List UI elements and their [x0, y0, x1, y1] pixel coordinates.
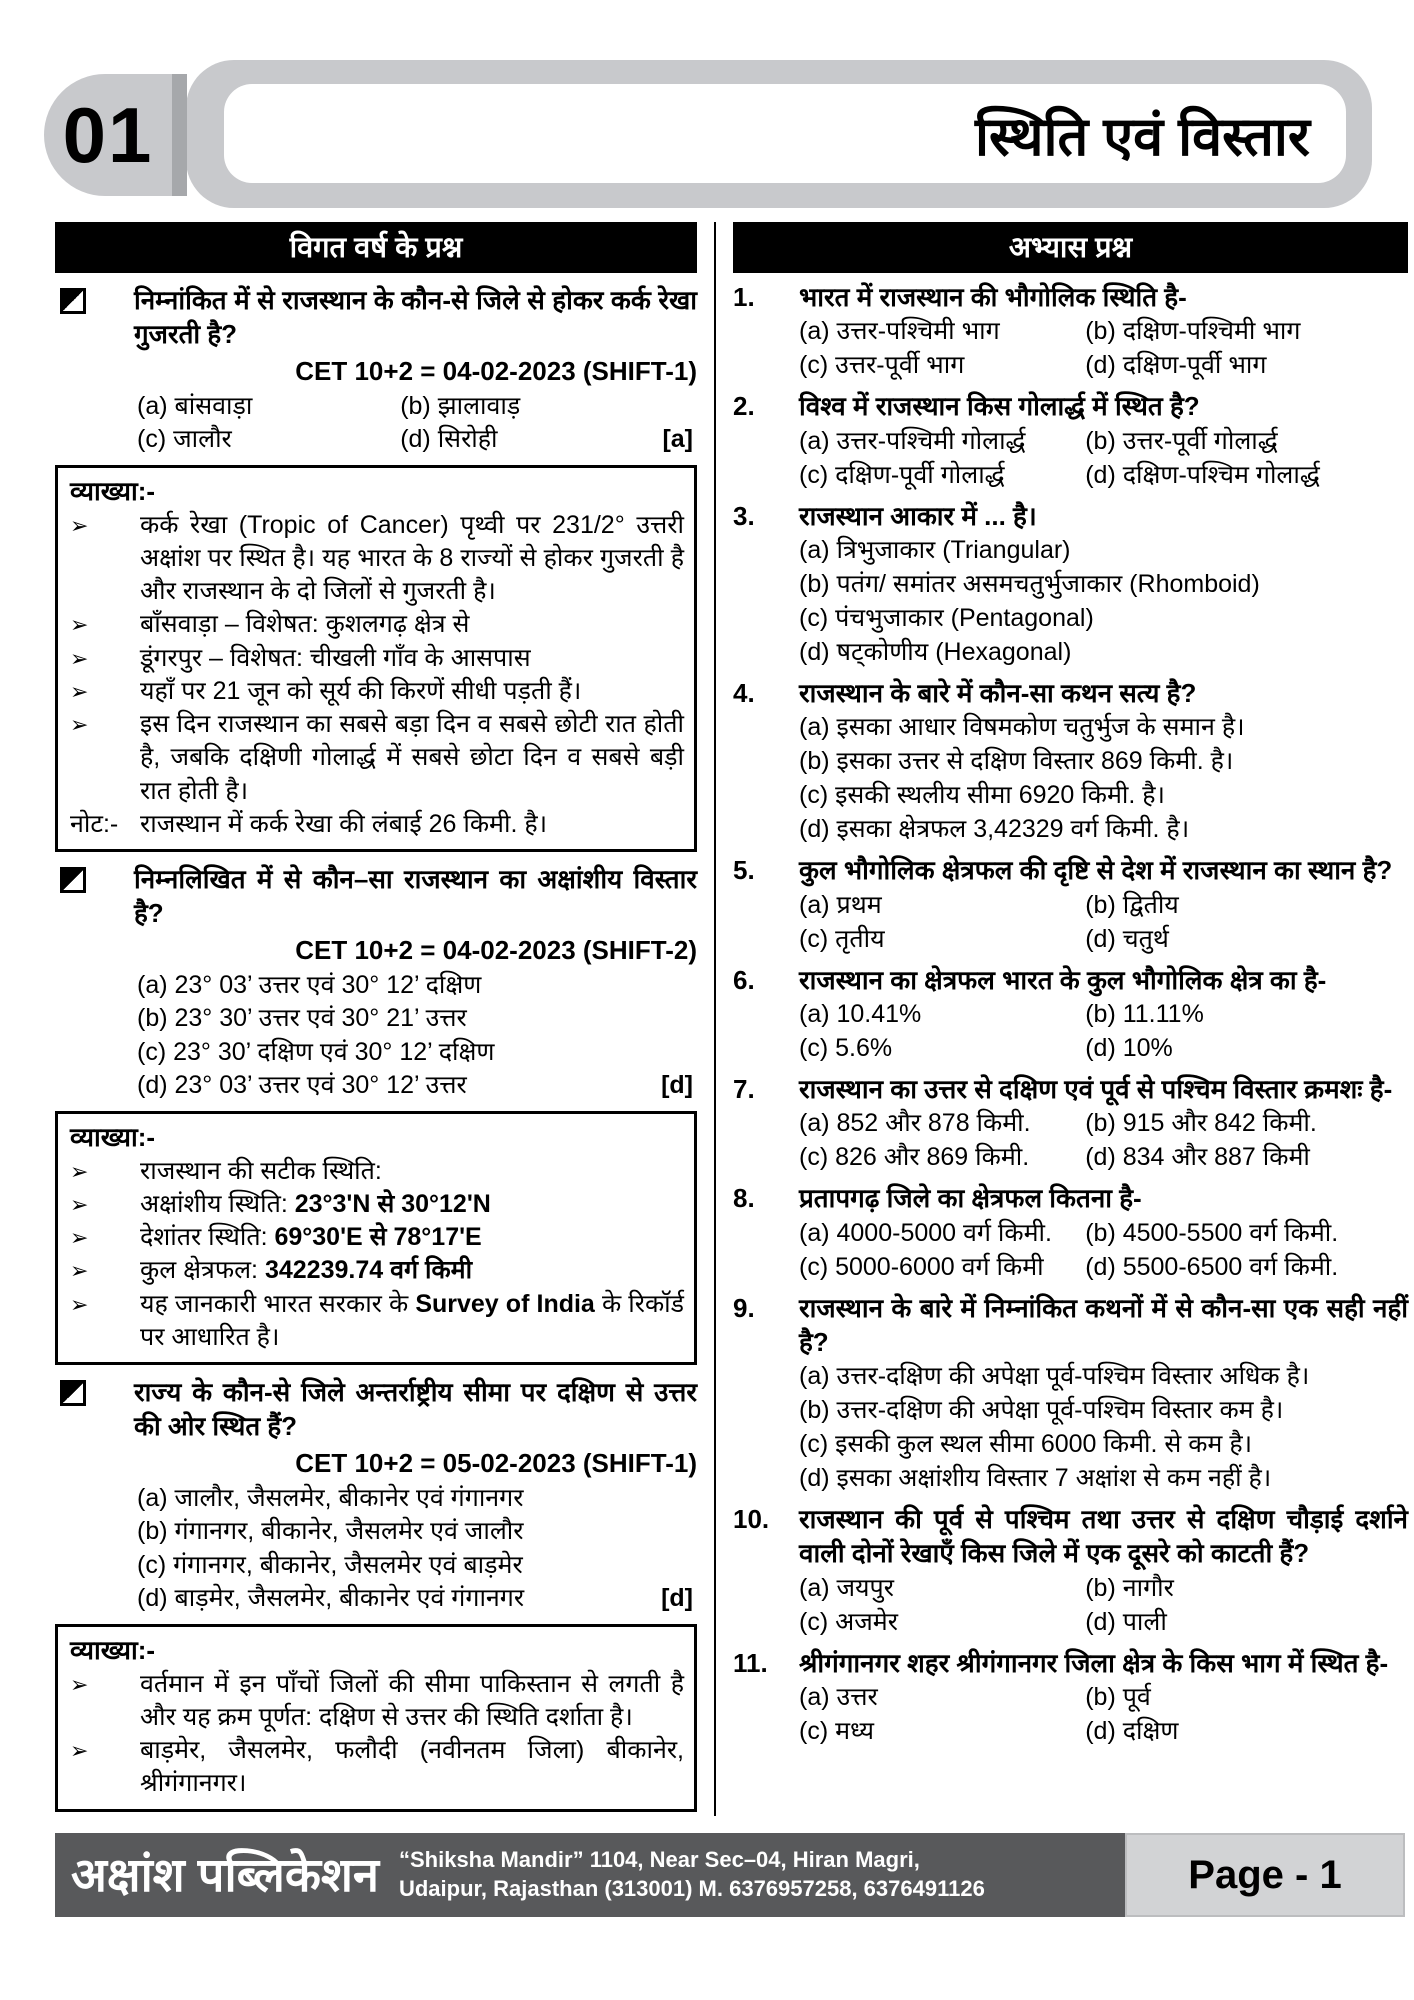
option-c: (c) 5000-6000 वर्ग किमी — [799, 1252, 1044, 1281]
option-a: (a) 23° 03’ उत्तर एवं 30° 12’ दक्षिण — [137, 970, 482, 999]
explanation-point: बाड़मेर, जैसलमेर, फलौदी (नवीनतम जिला) बीकानेर, श्रीगंगानगर। — [140, 1736, 684, 1798]
point-bold-value: 23°3'N से 30°12'N — [294, 1189, 491, 1218]
option-d: (d) सिरोही — [400, 425, 498, 454]
note-text: राजस्थान में कर्क रेखा की लंबाई 26 किमी. है। — [140, 809, 548, 838]
question-bullet-icon — [60, 288, 86, 314]
option-a: (a) इसका आधार विषमकोण चतुर्भुज के समान है। — [799, 713, 1245, 742]
explanation-title: व्याख्या:- — [70, 475, 156, 506]
two-column-body — [55, 222, 1408, 1816]
option-d: (d) दक्षिण — [1085, 1717, 1179, 1746]
arrow-bullet-icon: ➢ — [70, 712, 89, 738]
option-d: (d) 23° 03’ उत्तर एवं 30° 12’ उत्तर — [137, 1071, 467, 1100]
option-d: (d) दक्षिण-पूर्वी भाग — [1085, 351, 1267, 380]
question-text: भारत में राजस्थान की भौगोलिक स्थिति है- — [799, 282, 1187, 312]
practice-banner: अभ्यास प्रश्न — [733, 222, 1408, 273]
arrow-bullet-icon: ➢ — [70, 1225, 89, 1251]
option-a: (a) जयपुर — [799, 1573, 894, 1602]
option-c: (c) 826 और 869 किमी. — [799, 1143, 1030, 1172]
option-a: (a) उत्तर-पश्चिमी गोलार्द्ध — [799, 426, 1026, 455]
option-a: (a) प्रथम — [799, 890, 882, 919]
explanation-box-1 — [55, 465, 697, 852]
question-bullet-icon — [60, 867, 86, 893]
chapter-title: स्थिति एवं विस्तार — [224, 84, 1346, 183]
answer-key: [d] — [661, 1071, 693, 1100]
explanation-point — [140, 1188, 684, 1221]
practice-question-10 — [733, 1502, 1408, 1639]
address-line-1: “Shiksha Mandir” 1104, Near Sec–04, Hiran Magri, — [398, 1847, 920, 1873]
option-c: (c) तृतीय — [799, 924, 885, 953]
option-b: (b) उत्तर-दक्षिण की अपेक्षा पूर्व-पश्चिम विस्तार कम है। — [799, 1396, 1284, 1425]
header-accent-strip — [172, 74, 187, 196]
question-text: विश्व में राजस्थान किस गोलार्द्ध में स्थित है? — [799, 391, 1200, 422]
option-c: (c) गंगानगर, बीकानेर, जैसलमेर एवं बाड़मेर — [137, 1550, 523, 1579]
arrow-bullet-icon: ➢ — [70, 612, 89, 638]
option-b: (b) झालावाड़ — [400, 391, 521, 420]
pyq-question-2 — [55, 862, 697, 1103]
pyq-banner: विगत वर्ष के प्रश्न — [55, 222, 697, 273]
pyq-question-3 — [55, 1375, 697, 1616]
option-b: (b) 23° 30’ उत्तर एवं 30° 21’ उत्तर — [137, 1004, 467, 1033]
question-number: 7. — [733, 1073, 755, 1104]
option-b: (b) उत्तर-पूर्वी गोलार्द्ध — [1085, 426, 1278, 455]
question-text: राजस्थान की पूर्व से पश्चिम तथा उत्तर से दक्षिण चौड़ाई दर्शाने वाली दोनों रेखाएँ किस जिले में एक दूसरे को काटती हैं? — [799, 1504, 1408, 1569]
note-label: नोट:- — [70, 809, 119, 838]
question-number: 1. — [733, 282, 755, 312]
explanation-point — [140, 1221, 684, 1254]
point-plain: के रिकॉर्ड पर आधारित है। — [140, 1289, 684, 1351]
explanation-box-3 — [55, 1624, 697, 1812]
option-b: (b) द्वितीय — [1085, 890, 1179, 919]
option-c: (c) उत्तर-पूर्वी भाग — [799, 351, 965, 380]
question-text: राजस्थान के बारे में कौन-सा कथन सत्य है? — [799, 677, 1197, 708]
explanation-title: व्याख्या:- — [70, 1121, 156, 1152]
option-d: (d) इसका क्षेत्रफल 3,42329 वर्ग किमी. है। — [799, 815, 1190, 844]
option-d: (d) पाली — [1085, 1607, 1167, 1636]
arrow-bullet-icon: ➢ — [70, 1258, 89, 1284]
practice-column — [733, 222, 1408, 1816]
option-a: (a) 4000-5000 वर्ग किमी. — [799, 1218, 1052, 1247]
question-number: 3. — [733, 500, 755, 531]
exam-tag: CET 10+2 = 04-02-2023 (SHIFT-1) — [295, 355, 697, 386]
question-text: राजस्थान के बारे में निम्नांकित कथनों में से कौन-सा एक सही नहीं है? — [799, 1292, 1408, 1357]
question-text: निम्नलिखित में से कौन–सा राजस्थान का अक्षांशीय विस्तार है? — [134, 864, 697, 929]
point-bold-value: 342239.74 वर्ग किमी — [264, 1256, 473, 1285]
question-number: 11. — [733, 1647, 768, 1678]
practice-question-5 — [733, 853, 1408, 955]
practice-question-8 — [733, 1181, 1408, 1283]
option-a: (a) जालौर, जैसलमेर, बीकानेर एवं गंगानगर — [137, 1483, 524, 1512]
arrow-bullet-icon: ➢ — [70, 1291, 89, 1317]
explanation-point: इस दिन राजस्थान का सबसे बड़ा दिन व सबसे छोटी रात होती है, जबकि दक्षिणी गोलार्द्ध में सबसे छोटा दिन व सबसे बड़ी रात होती है। — [140, 710, 684, 805]
option-b: (b) पतंग/ समांतर असमचतुर्भुजाकार (Rhomboid) — [799, 569, 1260, 598]
arrow-bullet-icon: ➢ — [70, 1738, 89, 1764]
chapter-number-badge: 01 — [44, 74, 172, 196]
publisher-footer — [55, 1833, 1405, 1917]
option-d: (d) षट्कोणीय (Hexagonal) — [799, 637, 1072, 666]
option-c: (c) दक्षिण-पूर्वी गोलार्द्ध — [799, 460, 1005, 489]
question-text: राजस्थान आकार में ... है। — [799, 500, 1037, 531]
question-number: 4. — [733, 677, 755, 708]
option-d: (d) 10% — [1085, 1033, 1173, 1062]
option-d: (d) इसका अक्षांशीय विस्तार 7 अक्षांश से कम नहीं है। — [799, 1464, 1272, 1493]
practice-question-2 — [733, 389, 1408, 491]
option-b: (b) गंगानगर, बीकानेर, जैसलमेर एवं जालौर — [137, 1517, 524, 1546]
explanation-point — [140, 1254, 684, 1287]
exam-tag: CET 10+2 = 05-02-2023 (SHIFT-1) — [295, 1447, 697, 1478]
question-number: 5. — [733, 855, 755, 886]
question-text: राजस्थान का उत्तर से दक्षिण एवं पूर्व से पश्चिम विस्तार क्रमशः है- — [799, 1073, 1393, 1104]
explanation-title: व्याख्या:- — [70, 1634, 156, 1665]
option-c: (c) 23° 30’ दक्षिण एवं 30° 12’ दक्षिण — [137, 1037, 495, 1066]
question-text: प्रतापगढ़ जिले का क्षेत्रफल कितना है- — [799, 1183, 1142, 1214]
question-text: राजस्थान का क्षेत्रफल भारत के कुल भौगोलिक क्षेत्र का है- — [799, 964, 1327, 995]
point-plain: देशांतर स्थिति: — [140, 1223, 275, 1252]
option-a: (a) त्रिभुजाकार (Triangular) — [799, 535, 1071, 564]
question-number: 2. — [733, 391, 755, 422]
option-d: (d) चतुर्थ — [1085, 924, 1169, 953]
column-divider — [714, 222, 716, 1816]
practice-question-7 — [733, 1072, 1408, 1174]
question-number: 10. — [733, 1504, 770, 1535]
option-d: (d) बाड़मेर, जैसलमेर, बीकानेर एवं गंगानगर — [137, 1584, 525, 1613]
explanation-point: बाँसवाड़ा – विशेषत: कुशलगढ़ क्षेत्र से — [140, 610, 470, 639]
arrow-bullet-icon: ➢ — [70, 512, 89, 538]
explanation-point: कर्क रेखा (Tropic of Cancer) पृथ्वी पर 231/2° उत्तरी अक्षांश पर स्थित है। यह भारत के 8 राज्यों से होकर गुजरती है और राजस्थान के दो जिलों से गुजरती है। — [140, 510, 684, 606]
point-plain: कुल क्षेत्रफल: — [140, 1256, 265, 1285]
practice-question-9 — [733, 1291, 1408, 1496]
option-a: (a) 10.41% — [799, 999, 922, 1028]
option-d: (d) 834 और 887 किमी — [1085, 1143, 1310, 1172]
explanation-box-2 — [55, 1111, 697, 1365]
question-number: 9. — [733, 1292, 755, 1323]
question-text: राज्य के कौन-से जिले अन्तर्राष्ट्रीय सीमा पर दक्षिण से उत्तर की ओर स्थित हैं? — [134, 1377, 697, 1442]
option-b: (b) 11.11% — [1085, 999, 1204, 1028]
explanation-point — [140, 1288, 684, 1355]
arrow-bullet-icon: ➢ — [70, 645, 89, 671]
point-plain: यह जानकारी भारत सरकार के — [140, 1289, 416, 1318]
option-a: (a) उत्तर-पश्चिमी भाग — [799, 317, 1000, 346]
option-c: (c) मध्य — [799, 1717, 874, 1746]
practice-question-3 — [733, 499, 1408, 669]
option-a: (a) 852 और 878 किमी. — [799, 1109, 1031, 1138]
option-c: (c) अजमेर — [799, 1607, 898, 1636]
option-b: (b) 915 और 842 किमी. — [1085, 1109, 1317, 1138]
page-number-box: Page - 1 — [1125, 1833, 1405, 1917]
point-bold-value: 69°30'E से 78°17'E — [274, 1223, 482, 1252]
explanation-point: यहाँ पर 21 जून को सूर्य की किरणें सीधी पड़ती हैं। — [140, 676, 582, 705]
option-a: (a) उत्तर — [799, 1683, 878, 1712]
explanation-point: डूंगरपुर – विशेषत: चीखली गाँव के आसपास — [140, 643, 531, 672]
arrow-bullet-icon: ➢ — [70, 1671, 89, 1697]
option-c: (c) पंचभुजाकार (Pentagonal) — [799, 603, 1094, 632]
address-line-2: Udaipur, Rajasthan (313001) M. 6376957258, 6376491126 — [398, 1876, 985, 1901]
option-c: (c) 5.6% — [799, 1033, 893, 1062]
option-a: (a) उत्तर-दक्षिण की अपेक्षा पूर्व-पश्चिम विस्तार अधिक है। — [799, 1362, 1310, 1391]
answer-key: [d] — [661, 1584, 693, 1613]
point-plain: अक्षांशीय स्थिति: — [140, 1189, 295, 1218]
chapter-header — [0, 0, 1414, 215]
option-b: (b) इसका उत्तर से दक्षिण विस्तार 869 किमी. है। — [799, 747, 1234, 776]
arrow-bullet-icon: ➢ — [70, 1191, 89, 1217]
practice-question-4 — [733, 676, 1408, 846]
question-text: कुल भौगोलिक क्षेत्रफल की दृष्टि से देश में राजस्थान का स्थान है? — [799, 855, 1393, 886]
option-b: (b) पूर्व — [1085, 1683, 1151, 1712]
question-number: 8. — [733, 1183, 755, 1214]
option-d: (d) 5500-6500 वर्ग किमी. — [1085, 1252, 1339, 1281]
explanation-point: राजस्थान की सटीक स्थिति: — [140, 1156, 382, 1185]
option-d: (d) दक्षिण-पश्चिम गोलार्द्ध — [1085, 460, 1320, 489]
option-b: (b) 4500-5500 वर्ग किमी. — [1085, 1218, 1339, 1247]
option-b: (b) नागौर — [1085, 1573, 1174, 1602]
point-bold-value: Survey of India — [415, 1289, 595, 1318]
answer-key: [a] — [662, 425, 693, 454]
pyq-question-1 — [55, 283, 697, 457]
question-number: 6. — [733, 964, 755, 995]
publisher-address — [399, 1846, 985, 1903]
exam-tag: CET 10+2 = 04-02-2023 (SHIFT-2) — [295, 934, 697, 965]
publisher-bar — [55, 1833, 1125, 1917]
option-a: (a) बांसवाड़ा — [137, 391, 253, 420]
question-text: निम्नांकित में से राजस्थान के कौन-से जिले से होकर कर्क रेखा गुजरती है? — [134, 285, 697, 350]
option-c: (c) जालौर — [137, 425, 232, 454]
option-b: (b) दक्षिण-पश्चिमी भाग — [1085, 317, 1301, 346]
practice-question-6 — [733, 963, 1408, 1065]
arrow-bullet-icon: ➢ — [70, 678, 89, 704]
option-c: (c) इसकी कुल स्थल सीमा 6000 किमी. से कम है। — [799, 1430, 1253, 1459]
question-text: श्रीगंगानगर शहर श्रीगंगानगर जिला क्षेत्र के किस भाग में स्थित है- — [799, 1647, 1389, 1678]
practice-question-1 — [733, 280, 1408, 382]
practice-question-11 — [733, 1646, 1408, 1748]
option-c: (c) इसकी स्थलीय सीमा 6920 किमी. है। — [799, 781, 1166, 810]
explanation-point: वर्तमान में इन पाँचों जिलों की सीमा पाकिस्तान से लगती है और यह क्रम पूर्णत: दक्षिण से उत्तर की स्थिति दर्शाता है। — [140, 1669, 684, 1731]
previous-year-column — [55, 222, 697, 1816]
arrow-bullet-icon: ➢ — [70, 1158, 89, 1184]
publisher-name: अक्षांश पब्लिकेशन — [71, 1848, 379, 1901]
question-bullet-icon — [60, 1380, 86, 1406]
